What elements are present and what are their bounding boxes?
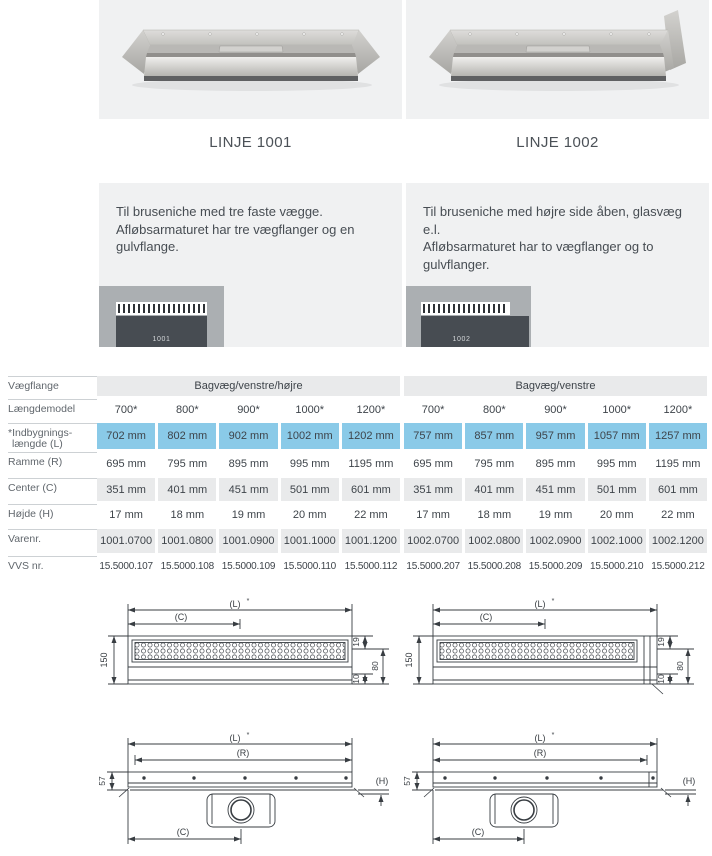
table-cell: 1202 mm (342, 423, 400, 449)
table-cell: 795 mm (167, 457, 208, 470)
table-cell: 1200* (356, 403, 386, 416)
table-cell: 15.5000.212 (651, 560, 705, 572)
table-cell: 1200* (663, 403, 693, 416)
group-1001 (97, 529, 400, 553)
product-photo-1002 (406, 0, 709, 119)
description-line: Afløbsarmaturet har to vægflanger og to gulvflanger. (423, 239, 654, 272)
group-1001 (97, 478, 400, 501)
group-1001 (97, 423, 400, 449)
table-cell: 1001.0800 (158, 529, 216, 553)
table-cell: 800* (482, 403, 506, 416)
dim-150-label: 150 (404, 652, 414, 668)
dim-length-label: (L) (534, 599, 546, 609)
dim-length-asterisk: * (551, 598, 555, 605)
dim-80-label: 80 (370, 661, 380, 671)
table-row-indbygningslaengde (8, 423, 707, 449)
dim-center-label: (C) (479, 612, 493, 622)
description-line: Afløbsarmaturet har tre vægflanger og en gulvflange. (116, 221, 355, 254)
table-cell: 451 mm (526, 478, 584, 501)
group-1002 (404, 529, 707, 553)
dim-length-asterisk: * (551, 732, 555, 739)
table-cell: 1195 mm (655, 457, 701, 470)
table-cell: 700* (421, 403, 445, 416)
table-row-laengdemodel (8, 399, 707, 420)
group-1002 (404, 423, 707, 449)
dim-center-label: (C) (176, 827, 190, 837)
table-cell: 1002.1200 (649, 529, 707, 553)
table-cell: 900* (544, 403, 567, 416)
installation-diagram-1002 (406, 286, 531, 347)
product-title-1001: LINJE 1001 (209, 134, 292, 151)
description-text (99, 183, 402, 256)
table-cell: 15.5000.107 (99, 560, 153, 572)
table-cell: 401 mm (465, 478, 523, 501)
product-photo-1001 (99, 0, 402, 119)
table-cell: 401 mm (158, 478, 216, 501)
drain-photo-illustration (99, 0, 402, 119)
table-cell: 1195 mm (348, 457, 394, 470)
table-cell: 1002.1000 (588, 529, 646, 553)
table-row-hoejde (8, 504, 707, 526)
dim-ramme-label: (R) (236, 748, 250, 758)
diagram-label: 1002 (452, 336, 471, 343)
description-box-1002 (406, 183, 709, 347)
group-1001 (97, 504, 400, 526)
table-cell: 1002.0900 (526, 529, 584, 553)
row-label-line2: længde (L) (12, 438, 63, 450)
dim-57-label: 57 (402, 776, 412, 786)
diagram-grille (421, 302, 510, 315)
dim-57-label: 57 (97, 776, 107, 786)
grille-bars-icon (423, 304, 508, 313)
table-cell: 451 mm (219, 478, 277, 501)
table-cell: 22 mm (661, 509, 695, 521)
table-cell: 22 mm (354, 509, 388, 521)
dim-19-label: 19 (656, 637, 666, 647)
row-label: Vægflange (8, 376, 97, 396)
dim-150-label: 150 (99, 652, 109, 668)
table-cell: 695 mm (106, 457, 146, 470)
table-cell: 15.5000.208 (467, 560, 522, 572)
table-cell: 1001.0900 (219, 529, 277, 553)
table-cell: 15.5000.110 (283, 560, 337, 572)
table-cell: 1257 mm (649, 423, 707, 449)
table-cell: 19 mm (538, 509, 573, 521)
dim-length-label: (L) (534, 733, 546, 743)
table-cell: 895 mm (228, 457, 269, 470)
table-cell: 702 mm (97, 423, 155, 449)
drawing-front-1002 (400, 594, 700, 708)
dim-center-label: (C) (471, 827, 485, 837)
group-1001 (97, 556, 400, 576)
dim-length-asterisk: * (246, 598, 250, 605)
table-cell: 15.5000.108 (160, 560, 215, 572)
table-cell: 957 mm (526, 423, 584, 449)
table-cell: 20 mm (292, 509, 327, 521)
dim-length-asterisk: * (246, 732, 250, 739)
table-cell: 351 mm (404, 478, 462, 501)
table-cell: 1000* (602, 403, 632, 416)
description-text (406, 183, 709, 273)
table-row-vvs (8, 556, 707, 576)
table-cell: 501 mm (281, 478, 339, 501)
group-1002 (404, 556, 707, 576)
group-1002 (404, 399, 707, 420)
group-1002 (404, 452, 707, 475)
table-cell: 1000* (295, 403, 325, 416)
row-label: Højde (H) (8, 504, 97, 526)
table-cell: 601 mm (649, 478, 707, 501)
table-cell: 15.5000.207 (406, 560, 460, 572)
table-row-varenr (8, 529, 707, 553)
dim-center-label: (C) (174, 612, 188, 622)
table-cell: 800* (175, 403, 199, 416)
diagram-label: 1001 (152, 336, 171, 343)
row-label-line1: *Indbygnings- (8, 427, 73, 439)
table-cell: 695 mm (413, 457, 453, 470)
table-cell: 351 mm (97, 478, 155, 501)
row-label: Ramme (R) (8, 452, 97, 475)
group-1002 (404, 504, 707, 526)
drawing-front-1001 (95, 594, 395, 708)
table-cell: 795 mm (474, 457, 515, 470)
description-line: Til bruseniche med tre faste vægge. (116, 204, 323, 219)
table-cell: 1002.0800 (465, 529, 523, 553)
table-cell: Bagvæg/venstre/højre (97, 376, 400, 396)
description-line: Til bruseniche med højre side åben, glasvæg e.l. (423, 204, 682, 237)
spec-table (8, 376, 707, 579)
product-title-1002: LINJE 1002 (516, 134, 599, 151)
group-1001 (97, 399, 400, 420)
table-cell: 1002 mm (281, 423, 339, 449)
row-label: VVS nr. (8, 556, 97, 576)
group-1001 (97, 452, 400, 475)
grille-bars-icon (118, 304, 205, 313)
dim-length-label: (L) (229, 599, 241, 609)
table-cell: 15.5000.109 (221, 560, 276, 572)
row-label: Center (C) (8, 478, 97, 501)
dim-height-label: (H) (682, 776, 696, 786)
dim-19-label: 19 (351, 637, 361, 647)
row-label (8, 423, 97, 449)
dim-80-label: 80 (675, 661, 685, 671)
table-cell: 20 mm (599, 509, 634, 521)
table-row-vaegflange (8, 376, 707, 396)
table-cell: 700* (114, 403, 138, 416)
table-cell: 17 mm (109, 509, 143, 521)
installation-diagram-1001 (99, 286, 224, 347)
table-cell: 802 mm (158, 423, 216, 449)
dim-length-label: (L) (229, 733, 241, 743)
table-row-center (8, 478, 707, 501)
table-cell: 18 mm (477, 509, 512, 521)
row-label: Varenr. (8, 529, 97, 553)
diagram-grille (116, 302, 207, 315)
table-cell: 1001.1200 (342, 529, 400, 553)
dim-10-label: 10 (351, 674, 361, 684)
description-box-1001 (99, 183, 402, 347)
table-cell: 15.5000.112 (344, 560, 398, 572)
table-cell: 15.5000.210 (590, 560, 644, 572)
drain-photo-illustration (406, 0, 709, 119)
drawing-plan-1001 (95, 728, 395, 854)
table-cell: 18 mm (170, 509, 205, 521)
table-cell: 902 mm (219, 423, 277, 449)
table-cell: 1057 mm (588, 423, 646, 449)
table-cell: 995 mm (289, 457, 330, 470)
table-cell: 19 mm (231, 509, 266, 521)
row-label: Længdemodel (8, 399, 97, 420)
dim-height-label: (H) (375, 776, 389, 786)
table-cell: 1001.0700 (97, 529, 155, 553)
table-cell: 900* (237, 403, 260, 416)
table-cell: 857 mm (465, 423, 523, 449)
table-cell: 601 mm (342, 478, 400, 501)
table-cell: 501 mm (588, 478, 646, 501)
table-row-ramme (8, 452, 707, 475)
table-cell: 895 mm (535, 457, 576, 470)
table-cell: Bagvæg/venstre (404, 376, 707, 396)
group-1002 (404, 376, 707, 396)
drawing-plan-1002 (400, 728, 700, 854)
group-1002 (404, 478, 707, 501)
table-cell: 15.5000.209 (528, 560, 583, 572)
dim-10-label: 10 (656, 674, 666, 684)
dim-ramme-label: (R) (533, 748, 547, 758)
table-cell: 1001.1000 (281, 529, 339, 553)
group-1001 (97, 376, 400, 396)
table-cell: 17 mm (416, 509, 450, 521)
table-cell: 757 mm (404, 423, 462, 449)
table-cell: 995 mm (596, 457, 637, 470)
table-cell: 1002.0700 (404, 529, 462, 553)
